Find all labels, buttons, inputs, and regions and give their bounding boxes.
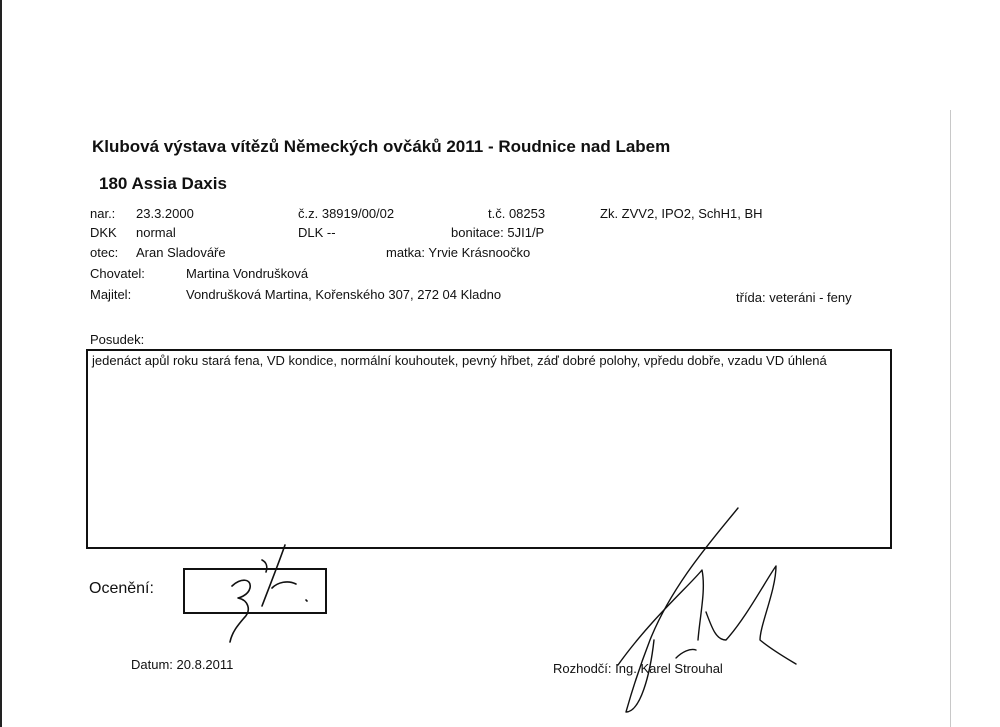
dkk-value: normal — [136, 225, 176, 240]
judge-signature — [618, 508, 796, 712]
dog-number-name: 180 Assia Daxis — [99, 174, 227, 193]
tattoo-number: t.č. 08253 — [488, 206, 546, 221]
dlk: DLK -- — [298, 225, 336, 240]
owner-value: Vondrušková Martina, Kořenského 307, 272 04 Kladno — [186, 287, 502, 302]
birth-label: nar.: — [90, 206, 116, 221]
show-title: Klubová výstava vítězů Německých ovčáků 2011 - Roudnice nad Labem — [92, 137, 671, 156]
father-name: Aran Sladováře — [136, 245, 226, 260]
assessment-text: jedenáct apůl roku stará fena, VD kondice, normální kouhoutek, pevný hřbet, záď dobré polohy, vpředu dobře, vzadu VD úhlená — [92, 353, 827, 368]
date: Datum: 20.8.2011 — [131, 657, 234, 672]
birth-date: 23.3.2000 — [136, 206, 194, 221]
handwritten-award-mark — [230, 545, 307, 642]
breeder-name: Martina Vondrušková — [186, 266, 309, 281]
father-label: otec: — [90, 245, 119, 260]
bonitace: bonitace: 5JI1/P — [451, 225, 545, 240]
award-label: Ocenění: — [89, 580, 154, 597]
mother: matka: Yrvie Krásnoočko — [386, 245, 531, 260]
registration-number: č.z. 38919/00/02 — [298, 206, 395, 221]
exams: Zk. ZVV2, IPO2, SchH1, BH — [600, 206, 763, 221]
judge: Rozhodčí: Ing. Karel Strouhal — [553, 661, 723, 676]
class: třída: veteráni - feny — [736, 290, 852, 305]
owner-label: Majitel: — [90, 287, 132, 302]
dkk-label: DKK — [90, 225, 117, 240]
assessment-label: Posudek: — [90, 332, 145, 347]
breeder-label: Chovatel: — [90, 266, 145, 281]
